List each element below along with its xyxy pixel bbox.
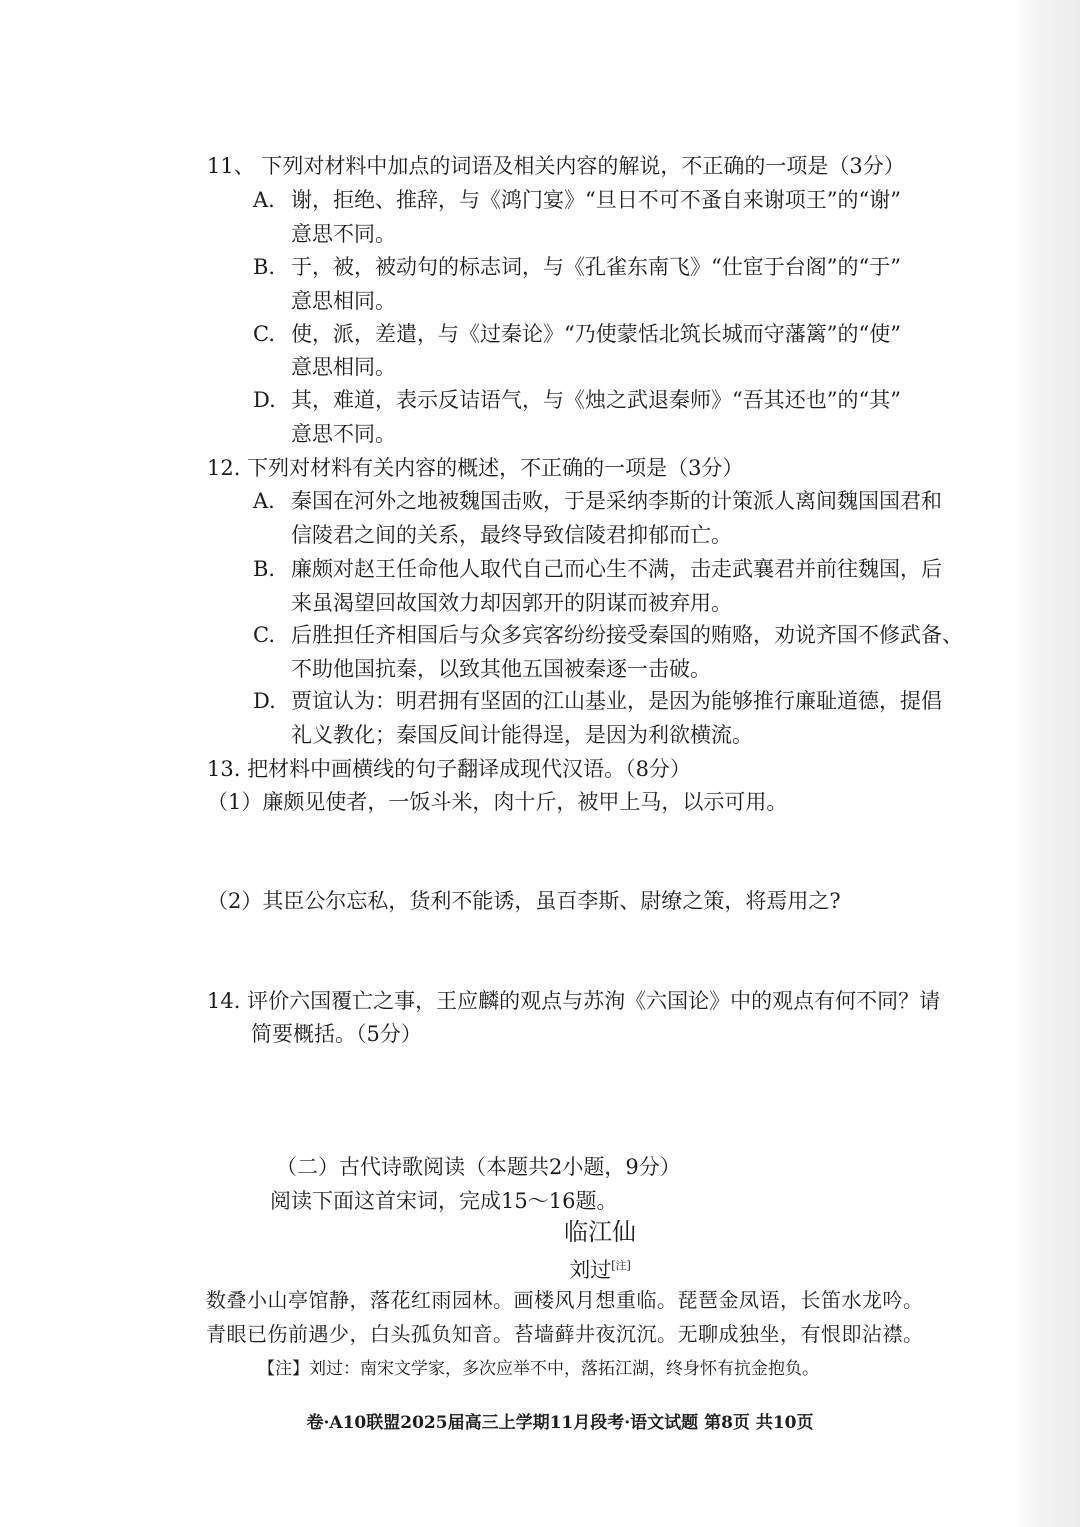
- q11-option-c: [253, 320, 901, 348]
- q12-option-a-cont: 信陵君之间的关系，最终导致信陵君抑郁而亡。: [291, 523, 732, 547]
- q13-sentence-1: （1）廉颇见使者，一饭斗米，肉十斤，被甲上马，以示可用。: [207, 790, 788, 814]
- q11-option-a-cont: 意思不同。: [291, 222, 396, 246]
- q11-option-b: [253, 253, 901, 281]
- option-text: 于，被，被动句的标志词，与《孔雀东南飞》“仕宦于台阁”的“于”: [291, 255, 901, 279]
- q11-option-c-cont: 意思相同。: [291, 355, 396, 379]
- poem-note: 【注】刘过：南宋文学家，多次应举不中，落拓江湖，终身怀有抗金抱负。: [258, 1359, 819, 1379]
- q12-option-c: [253, 621, 963, 649]
- q12-option-b: [253, 555, 942, 583]
- option-text: 廉颇对赵王任命他人取代自己而心生不满，击走武襄君并前往魏国，后: [291, 557, 942, 581]
- option-text: 贾谊认为：明君拥有坚固的江山基业，是因为能够推行廉耻道德，提倡: [291, 689, 942, 713]
- option-label: A.: [253, 489, 275, 513]
- option-label: C.: [253, 623, 275, 647]
- option-text: 秦国在河外之地被魏国击败，于是采纳李斯的计策派人离间魏国国君和: [291, 489, 942, 513]
- poem-author-name: 刘过: [569, 1258, 612, 1282]
- q12-option-c-cont: 不助他国抗秦，以致其他五国被秦逐一击破。: [291, 657, 711, 681]
- q12-option-b-cont: 来虽渴望回故国效力却因郭开的阴谋而被弃用。: [291, 591, 732, 615]
- section-intro: 阅读下面这首宋词，完成15～16题。: [270, 1189, 618, 1213]
- poem-author: [0, 1252, 1080, 1284]
- q13-stem: 13. 把材料中画横线的句子翻译成现代汉语。（8分）: [207, 757, 691, 781]
- page-footer: 卷·A10联盟2025届高三上学期11月段考·语文试题 第8页 共10页: [306, 1413, 814, 1433]
- poem-title: 临江仙: [564, 1218, 636, 1246]
- option-text: 使，派，差遣，与《过秦论》“乃使蒙恬北筑长城而守藩篱”的“使”: [291, 322, 901, 346]
- q11-option-d: [253, 386, 901, 414]
- q12-option-a: [253, 487, 942, 515]
- q12-option-d: [253, 687, 942, 715]
- option-label: B.: [253, 557, 276, 581]
- scan-edge-shadow: [1012, 0, 1080, 1527]
- q11-option-b-cont: 意思相同。: [291, 289, 396, 313]
- q12-stem: 12. 下列对材料有关内容的概述，不正确的一项是（3分）: [207, 456, 744, 480]
- q14-stem: 14. 评价六国覆亡之事，王应麟的观点与苏洵《六国论》中的观点有何不同？请: [207, 989, 941, 1013]
- option-label: D.: [253, 689, 276, 713]
- option-text: 后胜担任齐相国后与众多宾客纷纷接受秦国的贿赂，劝说齐国不修武备、: [291, 623, 963, 647]
- option-label: B.: [253, 255, 276, 279]
- q13-sentence-2: （2）其臣公尔忘私，货利不能诱，虽百李斯、尉缭之策，将焉用之?: [207, 889, 841, 913]
- poem-author-note-mark: [注]: [611, 1259, 631, 1272]
- q12-option-d-cont: 礼义教化；秦国反间计能得逞，是因为利欲横流。: [291, 723, 753, 747]
- option-text: 其，难道，表示反诘语气，与《烛之武退秦师》“吾其还也”的“其”: [291, 388, 901, 412]
- q14-stem-cont: 简要概括。（5分）: [251, 1022, 422, 1046]
- option-text: 谢，拒绝、推辞，与《鸿门宴》“旦日不可不蚤自来谢项王”的“谢”: [291, 188, 901, 212]
- q11-option-d-cont: 意思不同。: [291, 422, 396, 446]
- q11-option-a: [253, 186, 901, 214]
- section-heading: （二）古代诗歌阅读（本题共2小题，9分）: [276, 1155, 681, 1179]
- option-label: C.: [253, 322, 275, 346]
- option-label: D.: [253, 388, 276, 412]
- poem-line-2: 青眼已伤前遇少，白头孤负知音。苔墙藓井夜沉沉。无聊成独坐，有恨即沾襟。: [206, 1322, 924, 1346]
- poem-line-1: 数叠小山亭馆静，落花红雨园林。画楼风月想重临。琵琶金凤语，长笛水龙吟。: [206, 1288, 924, 1312]
- option-label: A.: [253, 188, 275, 212]
- q11-stem: 11、 下列对材料中加点的词语及相关内容的解说，不正确的一项是（3分）: [207, 154, 905, 178]
